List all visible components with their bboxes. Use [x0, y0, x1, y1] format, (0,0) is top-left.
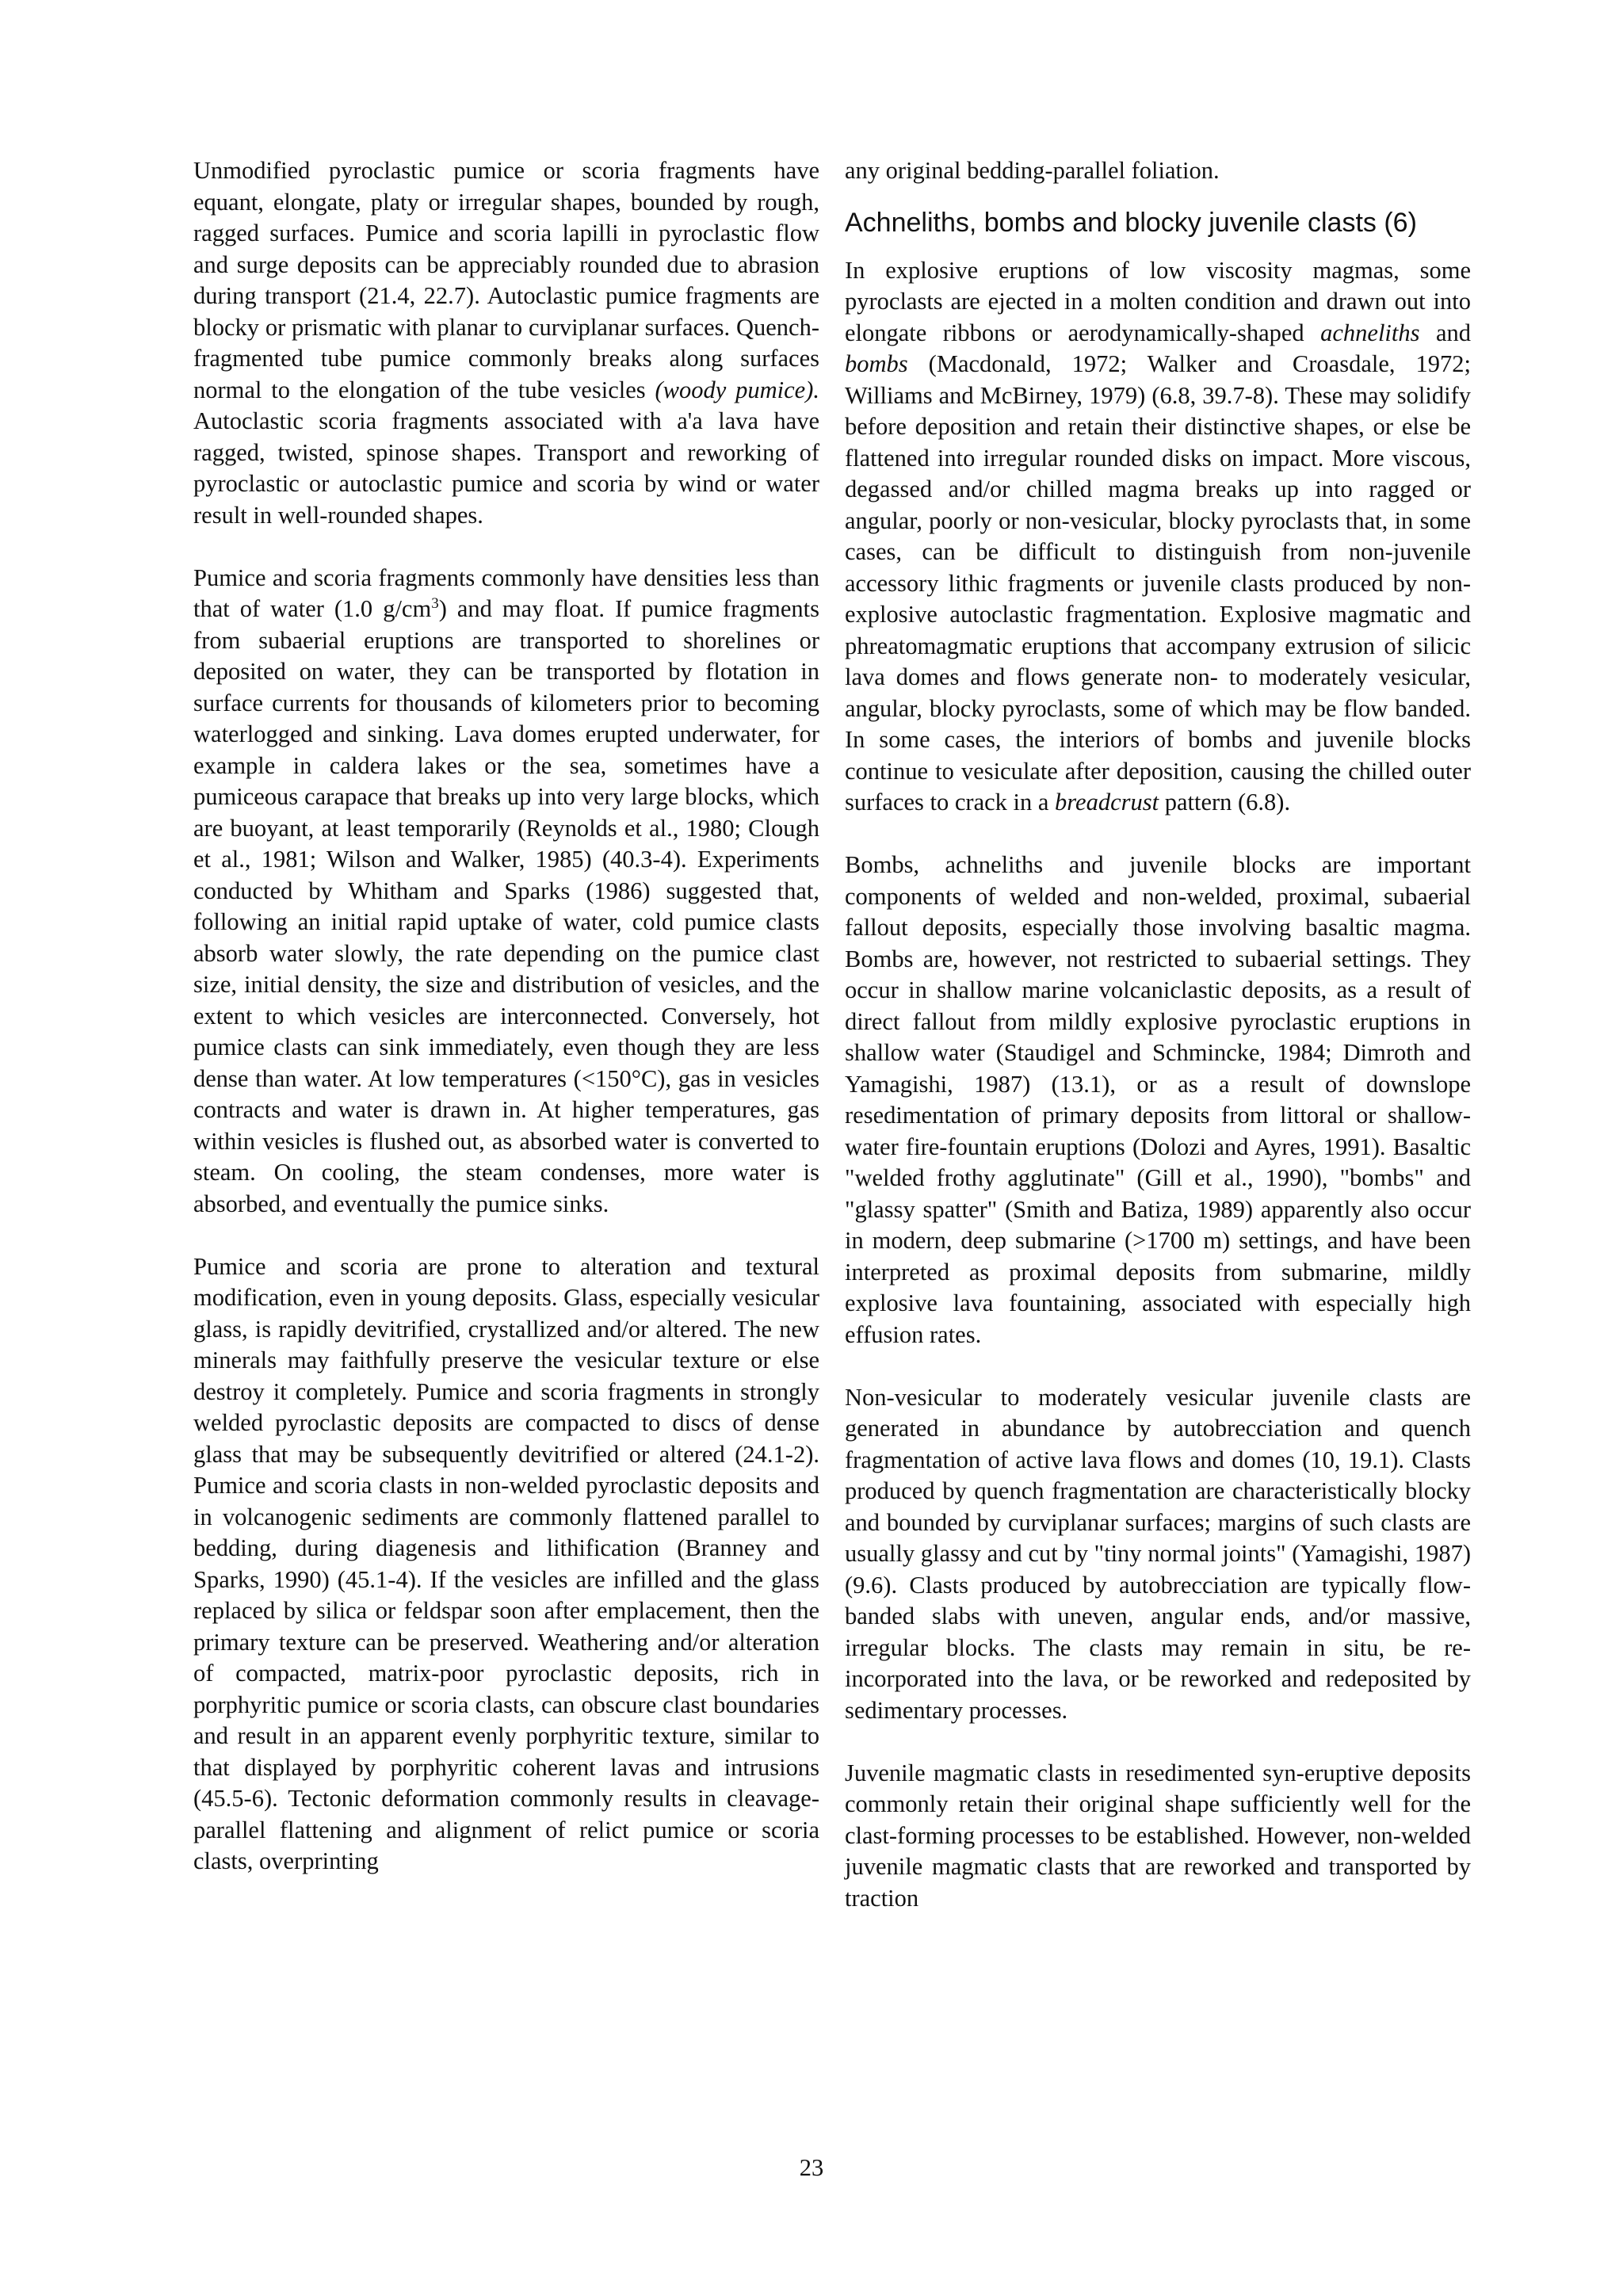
left-column [193, 155, 819, 1878]
right-column [845, 155, 1471, 1914]
right-continuation-text: any original bedding-parallel foliation. [845, 157, 1220, 184]
page-number: 23 [799, 2154, 824, 2181]
right-paragraph-4: Juvenile magmatic clasts in resedimented syn-eruptive deposits commonly retain their original shape sufficiently well for the clast-forming processes to be established. However, non-welded juvenile magmatic clasts that are reworked and transported by traction [845, 1759, 1471, 1912]
section-heading: Achneliths, bombs and blocky juvenile clasts (6) [845, 207, 1417, 238]
right-paragraph-2: Bombs, achneliths and juvenile blocks are important components of welded and non-welded, proximal, subaerial fallout deposits, especially those involving basaltic magma. Bombs are, however, not restricted to subaerial settings. They occur in shallow marine volcaniclastic deposits, as a result of direct fallout from mildly explosive pyroclastic eruptions in shallow water (Staudigel and Schmincke, 1984; Dimroth and Yamagishi, 1987) (13.1), or as a result of downslope resedimentation of primary deposits from littoral or shallow-water fire-fountain eruptions (Dolozi and Ayres, 1991). Basaltic "welded frothy agglutinate" (Gill et al., 1990), "bombs" and "glassy spatter" (Smith and Batiza, 1989) apparently also occur in modern, deep submarine (>1700 m) settings, and have been interpreted as proximal deposits from submarine, mildly explosive lava fountaining, associated with especially high effusion rates. [845, 851, 1471, 1348]
left-paragraph-2: Pumice and scoria fragments commonly have densities less than that of water (1.0 $g/cm^3$) and may float. If pumice fragments from subaerial eruptions are transported to shorelines or deposited on water, they can be transported by flotation in surface currents for thousands of kilometers prior to becoming waterlogged and sinking. Lava domes erupted underwater, for example in caldera lakes or the sea, sometimes have a pumiceous carapace that breaks up into very large blocks, which are buoyant, at least temporarily (Reynolds et al., 1980; Clough et al., 1981; Wilson and Walker, 1985) (40.3-4). Experiments conducted by Whitham and Sparks (1986) suggested that, following an initial rapid uptake of water, cold pumice clasts absorb water slowly, the rate depending on the pumice clast size, initial density, the size and distribution of vesicles, and the extent to which vesicles are interconnected. Conversely, hot pumice clasts can sink immediately, even though they are less dense than water. At low temperatures (<150°C), gas in vesicles contracts and water is drawn in. At higher temperatures, gas within vesicles is flushed out, as absorbed water is converted to steam. On cooling, the steam condenses, more water is absorbed, and eventually the pumice sinks. [193, 563, 820, 1217]
left-paragraph-3: Pumice and scoria are prone to alteration and textural modification, even in young deposits. Glass, especially vesicular glass, is rapidly devitrified, crystallized and/or altered. The new minerals may faithfully preserve the vesicular texture or else destroy it completely. Pumice and scoria fragments in strongly welded pyroclastic deposits are compacted to discs of dense glass that may be subsequently devitrified or altered (24.1-2). Pumice and scoria clasts in non-welded pyroclastic deposits and in volcanogenic sediments are commonly flattened parallel to bedding, during diagenesis and lithification (Branney and Sparks, 1990) (45.1-4). If the vesicles are infilled and the glass replaced by silica or feldspar soon after emplacement, then the primary texture can be preserved. Weathering and/or alteration of compacted, matrix-poor pyroclastic deposits, rich in porphyritic pumice or scoria clasts, can obscure clast boundaries and result in an apparent evenly porphyritic texture, similar to that displayed by porphyritic coherent lavas and intrusions (45.5-6). Tectonic deformation commonly results in cleavage-parallel flattening and alignment of relict pumice or scoria clasts, overprinting [193, 1252, 819, 1874]
right-paragraph-1: In explosive eruptions of low viscosity magmas, some pyroclasts are ejected in a molten condition and drawn out into elongate ribbons or aerodynamically-shaped achneliths and bombs (Macdonald, 1972; Walker and Croasdale, 1972; Williams and McBirney, 1979) (6.8, 39.7-8). These may solidify before deposition and retain their distinctive shapes, or else be flattened into irregular rounded disks on impact. More viscous, degassed and/or chilled magma breaks up into ragged or angular, poorly or non-vesicular, blocky pyroclasts that, in some cases, can be difficult to distinguish from non-juvenile accessory lithic fragments or juvenile clasts produced by non-explosive autoclastic fragmentation. Explosive magmatic and phreatomagmatic eruptions that accompany extrusion of silicic lava domes and flows generate non- to moderately vesicular, angular, blocky pyroclasts, some of which may be flow banded. In some cases, the interiors of bombs and juvenile blocks continue to vesiculate after deposition, causing the chilled outer surfaces to crack in a breadcrust pattern (6.8). [845, 256, 1471, 816]
right-paragraph-3: Non-vesicular to moderately vesicular juvenile clasts are generated in abundance by autobrecciation and quench fragmentation of active lava flows and domes (10, 19.1). Clasts produced by quench fragmentation are characteristically blocky and bounded by curviplanar surfaces; margins of such clasts are usually glassy and cut by "tiny normal joints" (Yamagishi, 1987) (9.6). Clasts produced by autobrecciation are typically flow-banded slabs with uneven, angular ends, and/or massive, irregular blocks. The clasts may remain in situ, be re-incorporated into the lava, or be reworked and redeposited by sedimentary processes. [845, 1383, 1471, 1724]
left-paragraph-1: Unmodified pyroclastic pumice or scoria fragments have equant, elongate, platy or irregular shapes, bounded by rough, ragged surfaces. Pumice and scoria lapilli in pyroclastic flow and surge deposits can be appreciably rounded due to abrasion during transport (21.4, 22.7). Autoclastic pumice fragments are blocky or prismatic with planar to curviplanar surfaces. Quench-fragmented tube pumice commonly breaks along surfaces normal to the elongation of the tube vesicles (woody pumice). Autoclastic scoria fragments associated with a'a lava have ragged, twisted, spinose shapes. Transport and reworking of pyroclastic or autoclastic pumice and scoria by wind or water result in well-rounded shapes. [193, 157, 819, 529]
